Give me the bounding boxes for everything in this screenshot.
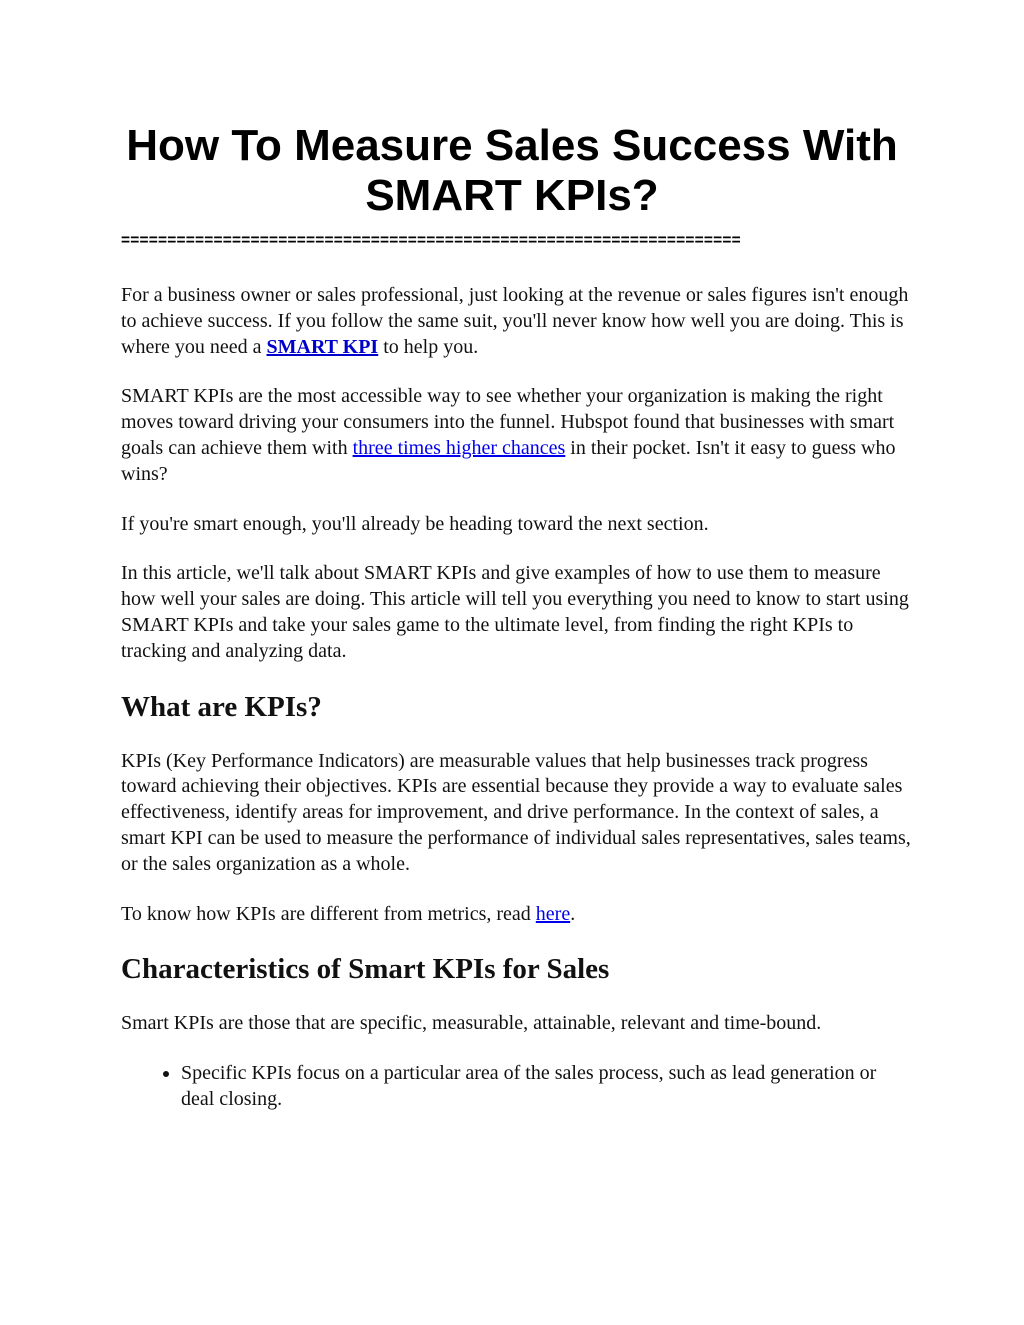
smart-kpi-link[interactable]: SMART KPI: [266, 335, 379, 358]
intro-paragraph-1-text: For a business owner or sales professional, just looking at the revenue or sales figures isn't enough to achieve success. If you follow the same suit, you'll never know how well you are doing. This is where you need a: [121, 284, 909, 358]
intro-paragraph-3: If you're smart enough, you'll already be heading toward the next section.: [121, 512, 709, 535]
intro-paragraph-2-text: SMART KPIs are the most accessible way to see whether your organization is making the right moves toward driving your consumers into the funnel. Hubspot found that businesses with smart goals can achieve them with: [121, 385, 895, 459]
document-title: How To Measure Sales Success With SMART KPIs?: [126, 121, 898, 220]
list-item: • Specific KPIs focus on a particular area of the sales process, such as lead generation or deal closing.: [181, 1061, 911, 1113]
kpis-paragraph-1: KPIs (Key Performance Indicators) are measurable values that help businesses track progress toward achieving their objectives. KPIs are essential because they provide a way to evaluate sales effectiveness, identify areas for improvement, and drive performance. In the context of sales, a smart KPI can be used to measure the performance of individual sales representatives, sales teams, or the sales organization as a whole.: [121, 749, 911, 875]
section-heading-what-are-kpis: What are KPIs?: [121, 690, 322, 723]
kpis-paragraph-2-text: To know how KPIs are different from metrics, read: [121, 902, 536, 925]
intro-paragraph-1: [121, 283, 911, 360]
characteristics-bullet-list: [121, 1061, 911, 1113]
three-times-higher-chances-link[interactable]: three times higher chances: [352, 436, 566, 459]
section-heading-characteristics: Characteristics of Smart KPIs for Sales: [121, 953, 610, 986]
characteristics-paragraph-1: Smart KPIs are those that are specific, measurable, attainable, relevant and time-bound.: [121, 1012, 822, 1035]
kpis-paragraph-2: [121, 902, 911, 928]
title-separator: ===================================================================: [121, 232, 741, 249]
here-link[interactable]: here: [535, 902, 571, 925]
kpis-paragraph-2-tail: .: [570, 902, 576, 925]
intro-paragraph-2: [121, 384, 911, 487]
intro-paragraph-4: In this article, we'll talk about SMART KPIs and give examples of how to use them to measure how well your sales are doing. This article will tell you everything you need to know to start using SMART KPIs and take your sales game to the ultimate level, from finding the right KPIs to tracking and analyzing data.: [121, 562, 909, 662]
article-body: [121, 283, 911, 1113]
intro-paragraph-1-tail: to help you.: [378, 335, 479, 358]
intro-paragraph-2-tail: in their pocket. Isn't it easy to guess who wins?: [121, 436, 896, 485]
